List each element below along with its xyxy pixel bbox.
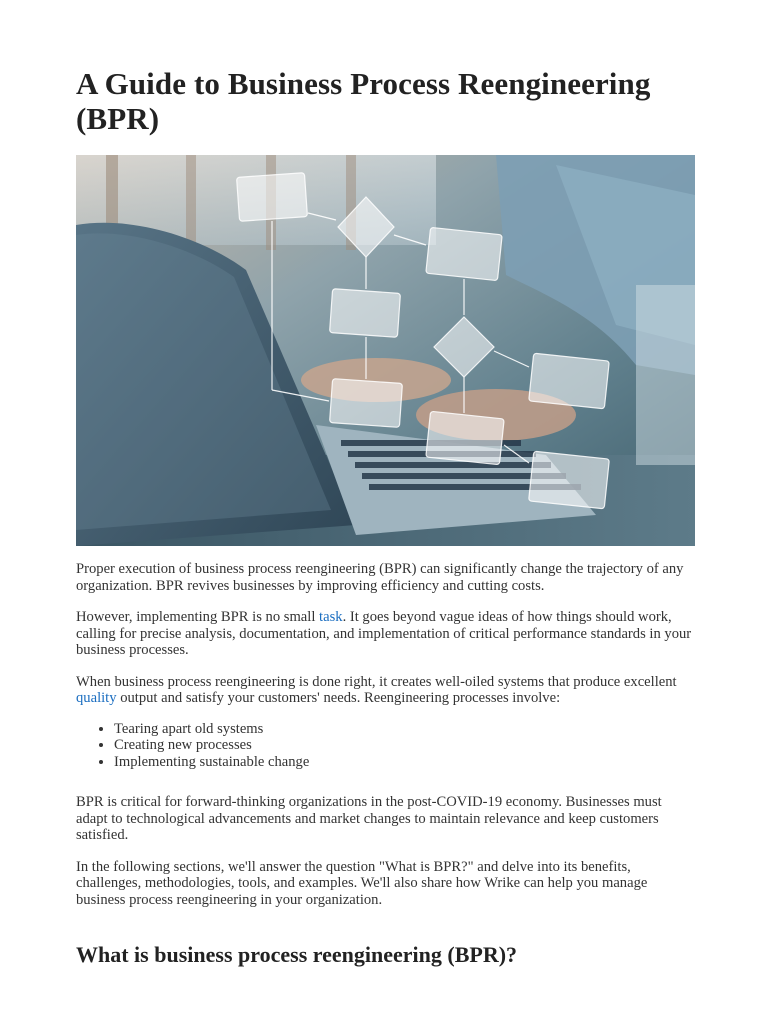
- task-link[interactable]: task: [319, 609, 343, 625]
- quality-link[interactable]: quality: [76, 690, 117, 706]
- sections-paragraph: In the following sections, we'll answer the question "What is BPR?" and delve into its benefits, challenges, methodologies, tools, and examples. We'll also share how Wrike can help you manage business process reengineering in your organization.: [76, 858, 648, 908]
- covid-paragraph: BPR is critical for forward-thinking organizations in the post-COVID-19 economy. Businesses must adapt to technological advancements and market changes to maintain relevance and keep customers satisfied.: [76, 794, 662, 843]
- bullet-list: [76, 721, 696, 771]
- paragraph-task: [76, 609, 696, 659]
- intro-paragraph: Proper execution of business process reengineering (BPR) can significantly change the trajectory of any organization. BPR revives businesses by improving efficiency and cutting costs.: [76, 561, 684, 594]
- page-title: A Guide to Business Process Reengineering (BPR): [76, 66, 651, 136]
- document-page: [76, 0, 696, 968]
- section-heading: What is business process reengineering (BPR)?: [76, 942, 518, 967]
- text-segment: However, implementing BPR is no small: [76, 609, 320, 625]
- list-item: • Tearing apart old systems: [114, 721, 696, 738]
- text-segment: output and satisfy your customers' needs. Reengineering processes involve:: [116, 690, 561, 706]
- text-segment: When business process reengineering is done right, it creates well-oiled systems that produce excellent: [76, 673, 677, 690]
- paragraph-quality: [76, 674, 696, 707]
- text-segment: . It goes beyond vague ideas of how things should work, calling for precise analysis, documentation, and implementation of critical performance standards in your business processes.: [76, 609, 692, 658]
- list-item: • Creating new processes: [114, 737, 696, 754]
- hero-image: [76, 155, 695, 546]
- list-item: • Implementing sustainable change: [114, 754, 696, 771]
